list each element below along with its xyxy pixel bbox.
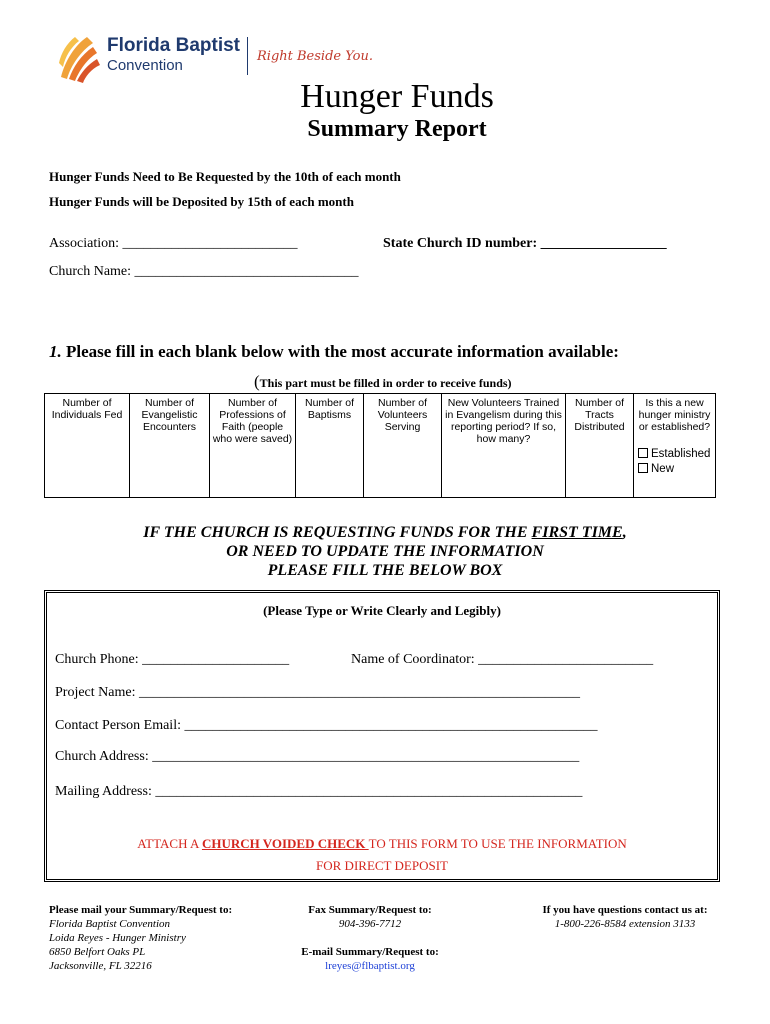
coordinator-field[interactable]: Name of Coordinator: _________________________ <box>351 652 654 667</box>
email-link[interactable]: lreyes@flbaptist.org <box>325 960 415 972</box>
column-header: Number of Evangelistic Encounters <box>141 397 198 433</box>
church-address-field[interactable]: Church Address: _____________________________________________________________ <box>55 749 580 764</box>
mail-line: 6850 Belfort Oaks PL <box>49 946 146 958</box>
column-header: Number of Tracts Distributed <box>574 397 625 433</box>
fax-number: 904-396-7712 <box>338 918 402 930</box>
attach-voided-check: CHURCH VOIDED CHECK <box>201 836 369 851</box>
first-time-line3: PLEASE FILL THE BELOW BOX <box>267 562 503 579</box>
note-text: This part must be filled in order to receive funds) <box>259 376 512 390</box>
contact-email-field[interactable]: Contact Person Email: ___________________________________________________________ <box>55 718 598 733</box>
logo-convention: Convention <box>107 57 183 74</box>
logo-name: Florida Baptist <box>107 35 241 56</box>
col-new-volunteers-trained[interactable] <box>442 394 566 498</box>
column-header: Number of Volunteers Serving <box>377 397 428 433</box>
questions-heading: If you have questions contact us at: <box>542 904 708 916</box>
church-info-box <box>44 590 720 882</box>
first-time-line1: IF THE CHURCH IS REQUESTING FUNDS FOR THE <box>143 524 532 541</box>
column-header: New Volunteers Trained in Evangelism during this reporting period? If so, how many? <box>445 397 562 445</box>
mail-heading: Please mail your Summary/Request to: <box>49 904 233 916</box>
deadline-request: Hunger Funds Need to Be Requested by the 10th of each month <box>49 169 401 184</box>
column-header: Number of Baptisms <box>304 397 355 421</box>
voided-check-notice <box>47 833 717 877</box>
col-ministry-type <box>634 394 716 498</box>
email-heading: E-mail Summary/Request to: <box>301 946 439 958</box>
mail-line: Florida Baptist Convention <box>49 918 170 930</box>
logo-divider <box>247 37 248 75</box>
mail-line: Loida Reyes - Hunger Ministry <box>49 932 186 944</box>
option-established-label: Established <box>651 448 711 460</box>
table-row <box>45 394 716 498</box>
fax-heading: Fax Summary/Request to: <box>308 904 432 916</box>
stats-table <box>44 393 716 498</box>
note-paren: ( <box>254 372 260 391</box>
footer-mail <box>49 903 232 973</box>
page-title: Hunger Funds <box>300 78 494 115</box>
first-time-comma: , <box>622 524 627 541</box>
attach-post: TO THIS FORM TO USE THE INFORMATION <box>368 836 627 851</box>
col-professions-of-faith[interactable] <box>210 394 296 498</box>
church-phone-field[interactable]: Church Phone: _____________________ <box>55 652 290 667</box>
box-heading: (Please Type or Write Clearly and Legibly) <box>263 603 501 618</box>
deadline-deposit: Hunger Funds will be Deposited by 15th of each month <box>49 194 354 209</box>
col-individuals-fed[interactable] <box>45 394 130 498</box>
section-number: 1. <box>49 342 62 361</box>
mailing-address-field[interactable]: Mailing Address: _____________________________________________________________ <box>55 784 583 799</box>
first-time-notice <box>0 523 770 580</box>
mail-line: Jacksonville, FL 32216 <box>49 960 152 972</box>
first-time-underlined: FIRST TIME <box>531 524 623 541</box>
ministry-type-options <box>636 447 713 477</box>
florida-baptist-logo-mark-icon <box>57 33 103 83</box>
column-header: Is this a new hunger ministry or established? <box>638 397 711 433</box>
questions-phone: 1-800-226-8584 extension 3133 <box>554 918 696 930</box>
state-church-id-field[interactable]: State Church ID number: __________________ <box>383 236 667 251</box>
option-new[interactable] <box>638 463 674 475</box>
col-baptisms[interactable] <box>296 394 364 498</box>
col-tracts-distributed[interactable] <box>566 394 634 498</box>
association-field[interactable]: Association: _________________________ <box>49 236 298 251</box>
logo-tagline: Right Beside You. <box>257 49 374 64</box>
column-header: Number of Individuals Fed <box>51 397 123 421</box>
section-1-heading <box>49 342 619 362</box>
checkbox-new-icon[interactable] <box>638 463 648 473</box>
section-heading-text: Please fill in each blank below with the most accurate information available: <box>66 342 619 361</box>
attach-line2: FOR DIRECT DEPOSIT <box>316 858 448 873</box>
required-note <box>254 372 512 392</box>
footer-questions <box>510 903 740 931</box>
project-name-field[interactable]: Project Name: _______________________________________________________________ <box>55 685 580 700</box>
church-name-field[interactable]: Church Name: ________________________________ <box>49 264 359 279</box>
page-subtitle: Summary Report <box>307 116 487 142</box>
col-volunteers-serving[interactable] <box>364 394 442 498</box>
col-evangelistic-encounters[interactable] <box>130 394 210 498</box>
attach-pre: ATTACH A <box>137 836 202 851</box>
column-header: Number of Professions of Faith (people who were saved) <box>212 397 293 445</box>
first-time-line2: OR NEED TO UPDATE THE INFORMATION <box>226 543 544 560</box>
footer-fax-email <box>280 903 460 973</box>
option-new-label: New <box>651 463 675 475</box>
checkbox-established-icon[interactable] <box>638 448 648 458</box>
option-established[interactable] <box>638 448 710 460</box>
